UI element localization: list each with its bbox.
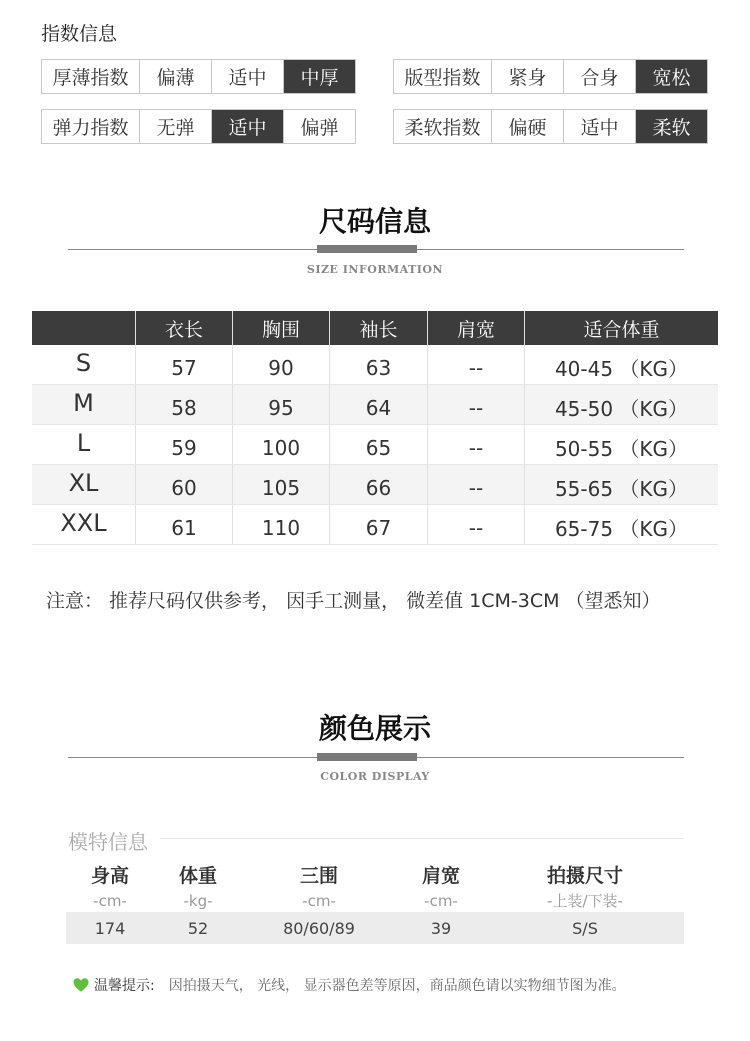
table-cell: 90 [232,345,329,384]
model-header-cell: 体重 [178,865,217,887]
color-section-subtitle: COLOR DISPLAY [320,770,430,783]
size-label: M [73,389,94,417]
size-note: 注意： 推荐尺码仅供参考， 因手工测量， 微差值 1CM-3CM （望悉知） [46,590,661,612]
model-table-header [66,862,684,890]
index-option-selected: 宽松 [635,60,707,93]
model-header-cell: 身高 [90,865,129,887]
model-info-title: 模特信息 [68,830,148,854]
size-table-header-cell: 衣长 [135,311,232,345]
size-table-header-cell: 适合体重 [524,311,718,345]
model-value-cell: 174 [94,919,126,938]
model-value-cell: 39 [430,919,452,938]
index-option-selected: 适中 [211,110,283,143]
size-section-bar [317,245,417,253]
table-row [32,465,718,505]
tip [72,975,626,995]
table-row [32,425,718,465]
table-cell: 55-65 （KG） [524,465,718,504]
table-cell: -- [427,345,524,384]
table-cell: 59 [135,425,232,464]
size-label: XL [68,469,99,497]
table-cell: 67 [329,505,427,544]
table-cell: 64 [329,385,427,424]
size-table-header-cell: 袖长 [329,311,427,345]
index-label: 版型指数 [404,67,481,89]
model-table-units [66,890,684,912]
color-section-bar [317,753,417,761]
index-option-selected: 柔软 [635,110,707,143]
index-option: 适中 [211,60,283,93]
table-cell: 100 [232,425,329,464]
size-table-header [32,311,718,345]
table-cell: 57 [135,345,232,384]
color-section-title: 颜色展示 [318,712,431,745]
model-header-cell: 肩宽 [421,865,460,887]
size-table [32,311,718,545]
size-label: S [75,349,92,377]
table-cell: 45-50 （KG） [524,385,718,424]
table-cell: 110 [232,505,329,544]
table-cell: 65 [329,425,427,464]
index-group-thickness [41,59,356,94]
index-group-fit [393,59,708,94]
index-option: 紧身 [491,60,563,93]
index-option: 适中 [563,110,635,143]
size-section-subtitle: SIZE INFORMATION [306,263,444,276]
size-table-header-cell [32,311,135,345]
table-cell: 61 [135,505,232,544]
model-header-cell: 三围 [299,865,338,887]
index-group-elasticity [41,109,356,144]
table-cell: 50-55 （KG） [524,425,718,464]
model-table-values [66,912,684,944]
model-unit-cell: -cm- [93,892,127,910]
model-unit-cell: -cm- [424,892,458,910]
index-group-softness [393,109,708,144]
table-cell: 63 [329,345,427,384]
table-cell: 58 [135,385,232,424]
index-option: 合身 [563,60,635,93]
size-table-header-cell: 胸围 [232,311,329,345]
table-cell: 105 [232,465,329,504]
model-unit-cell: -cm- [302,892,336,910]
index-label: 柔软指数 [404,117,481,139]
size-table-header-cell: 肩宽 [427,311,524,345]
table-row [32,385,718,425]
model-value-cell: S/S [572,919,598,938]
model-value-cell: 52 [187,919,209,938]
table-cell: 65-75 （KG） [524,505,718,544]
table-cell: -- [427,385,524,424]
table-cell: -- [427,465,524,504]
table-cell: 60 [135,465,232,504]
model-table [66,862,684,944]
table-row [32,345,718,385]
index-info-title: 指数信息 [41,23,118,45]
model-unit-cell: -上装/下装- [547,892,623,910]
model-info-divider [160,838,684,839]
size-label: L [76,429,91,457]
index-option-selected: 中厚 [283,60,355,93]
index-label: 弹力指数 [52,117,129,139]
index-option: 偏弹 [283,110,355,143]
tip-text: 因拍摄天气， 光线， 显示器色差等原因，商品颜色请以实物细节图为准。 [168,978,626,994]
index-option: 偏薄 [139,60,211,93]
model-value-cell: 80/60/89 [283,919,355,938]
model-unit-cell: -kg- [183,892,213,910]
table-cell: 66 [329,465,427,504]
table-cell: 40-45 （KG） [524,345,718,384]
tip-label: 温馨提示: [94,978,155,994]
heart-icon [72,976,90,994]
size-label: XXL [60,509,107,537]
model-header-cell: 拍摄尺寸 [546,865,623,887]
index-option: 无弹 [139,110,211,143]
table-cell: -- [427,505,524,544]
index-label: 厚薄指数 [52,67,129,89]
table-cell: 95 [232,385,329,424]
table-row [32,505,718,545]
table-cell: -- [427,425,524,464]
size-section-title: 尺码信息 [318,205,431,238]
index-option: 偏硬 [491,110,563,143]
